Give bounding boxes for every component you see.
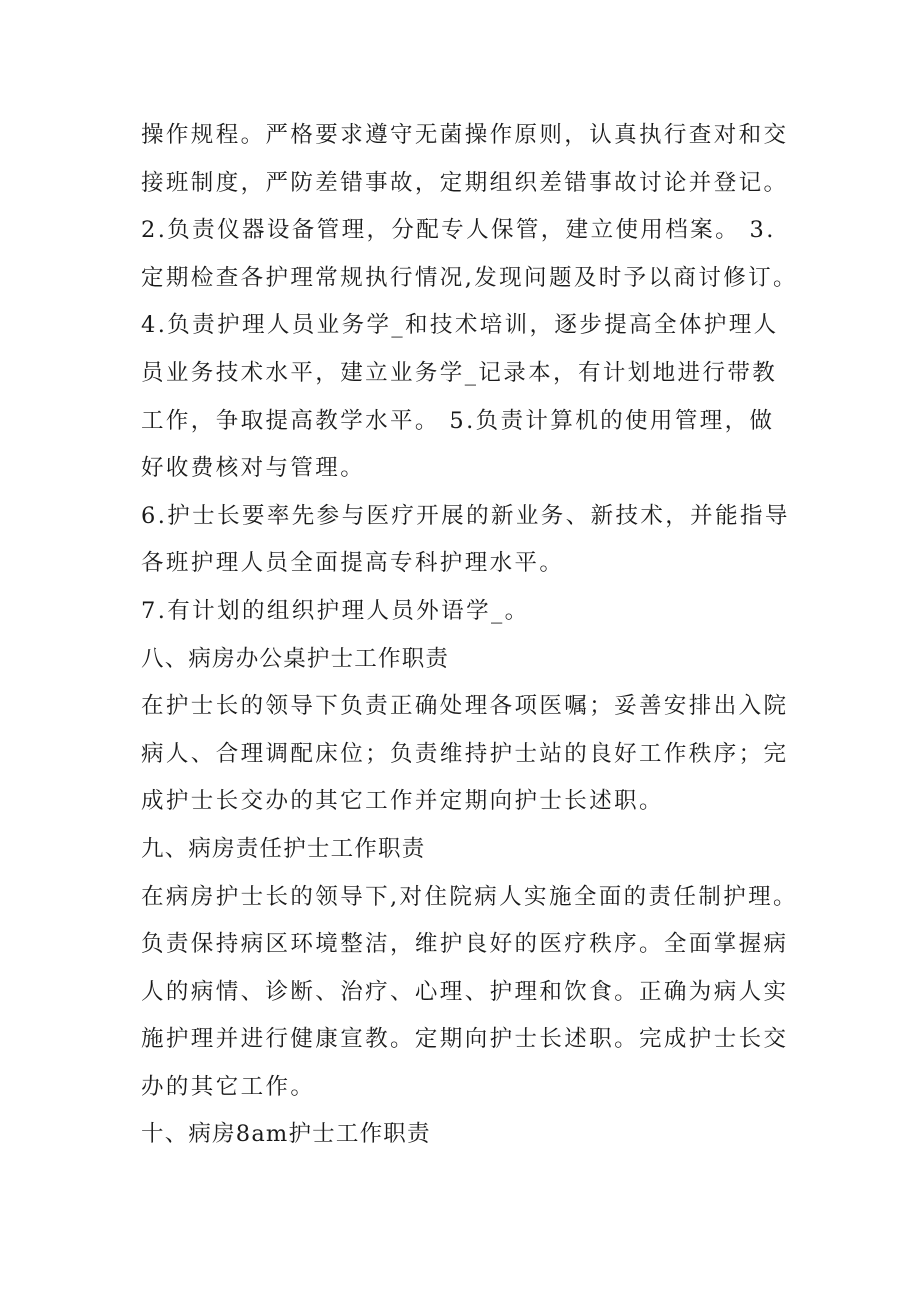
paragraph-line: 工作，争取提高教学水平。 5.负责计算机的使用管理，做: [141, 407, 775, 434]
paragraph-line: 办的其它工作。: [141, 1073, 316, 1100]
paragraph-line: 在病房护士长的领导下,对住院病人实施全面的责任制护理。: [141, 883, 798, 910]
paragraph-line: 6.护士长要率先参与医疗开展的新业务、新技术，并能指导: [141, 502, 790, 529]
section-heading-9: 九、病房责任护士工作职责: [141, 835, 426, 862]
paragraph-line: 成护士长交办的其它工作并定期向护士长述职。: [141, 788, 664, 815]
paragraph-line: 4.负责护理人员业务学_和技术培训，逐步提高全体护理人: [141, 312, 779, 339]
paragraph-line: 2.负责仪器设备管理，分配专人保管，建立使用档案。 3.: [141, 217, 776, 244]
paragraph-line: 7.有计划的组织护理人员外语学_。: [141, 597, 530, 624]
paragraph-line: 好收费核对与管理。: [141, 455, 366, 482]
paragraph-line: 施护理并进行健康宣教。定期向护士长述职。完成护士长交: [141, 1026, 789, 1053]
paragraph-line: 在护士长的领导下负责正确处理各项医嘱；妥善安排出入院: [141, 693, 789, 720]
paragraph-line: 操作规程。严格要求遵守无菌操作原则，认真执行查对和交: [141, 122, 789, 148]
section-heading-10: 十、病房8am护士工作职责: [141, 1121, 431, 1148]
paragraph-line: 接班制度，严防差错事故，定期组织差错事故讨论并登记。: [141, 169, 789, 196]
section-heading-8: 八、病房办公桌护士工作职责: [141, 645, 450, 672]
paragraph-line: 病人、合理调配床位；负责维持护士站的良好工作秩序；完: [141, 740, 789, 767]
paragraph-line: 员业务技术水平，建立业务学_记录本，有计划地进行带教: [141, 359, 778, 386]
document-body: [141, 112, 798, 1159]
paragraph-line: 定期检查各护理常规执行情况,发现问题及时予以商讨修订。: [141, 264, 798, 291]
paragraph-line: 负责保持病区环境整洁，维护良好的医疗秩序。全面掌握病: [141, 931, 789, 958]
paragraph-line: 各班护理人员全面提高专科护理水平。: [141, 550, 565, 577]
paragraph-line: 人的病情、诊断、治疗、心理、护理和饮食。正确为病人实: [141, 978, 789, 1005]
